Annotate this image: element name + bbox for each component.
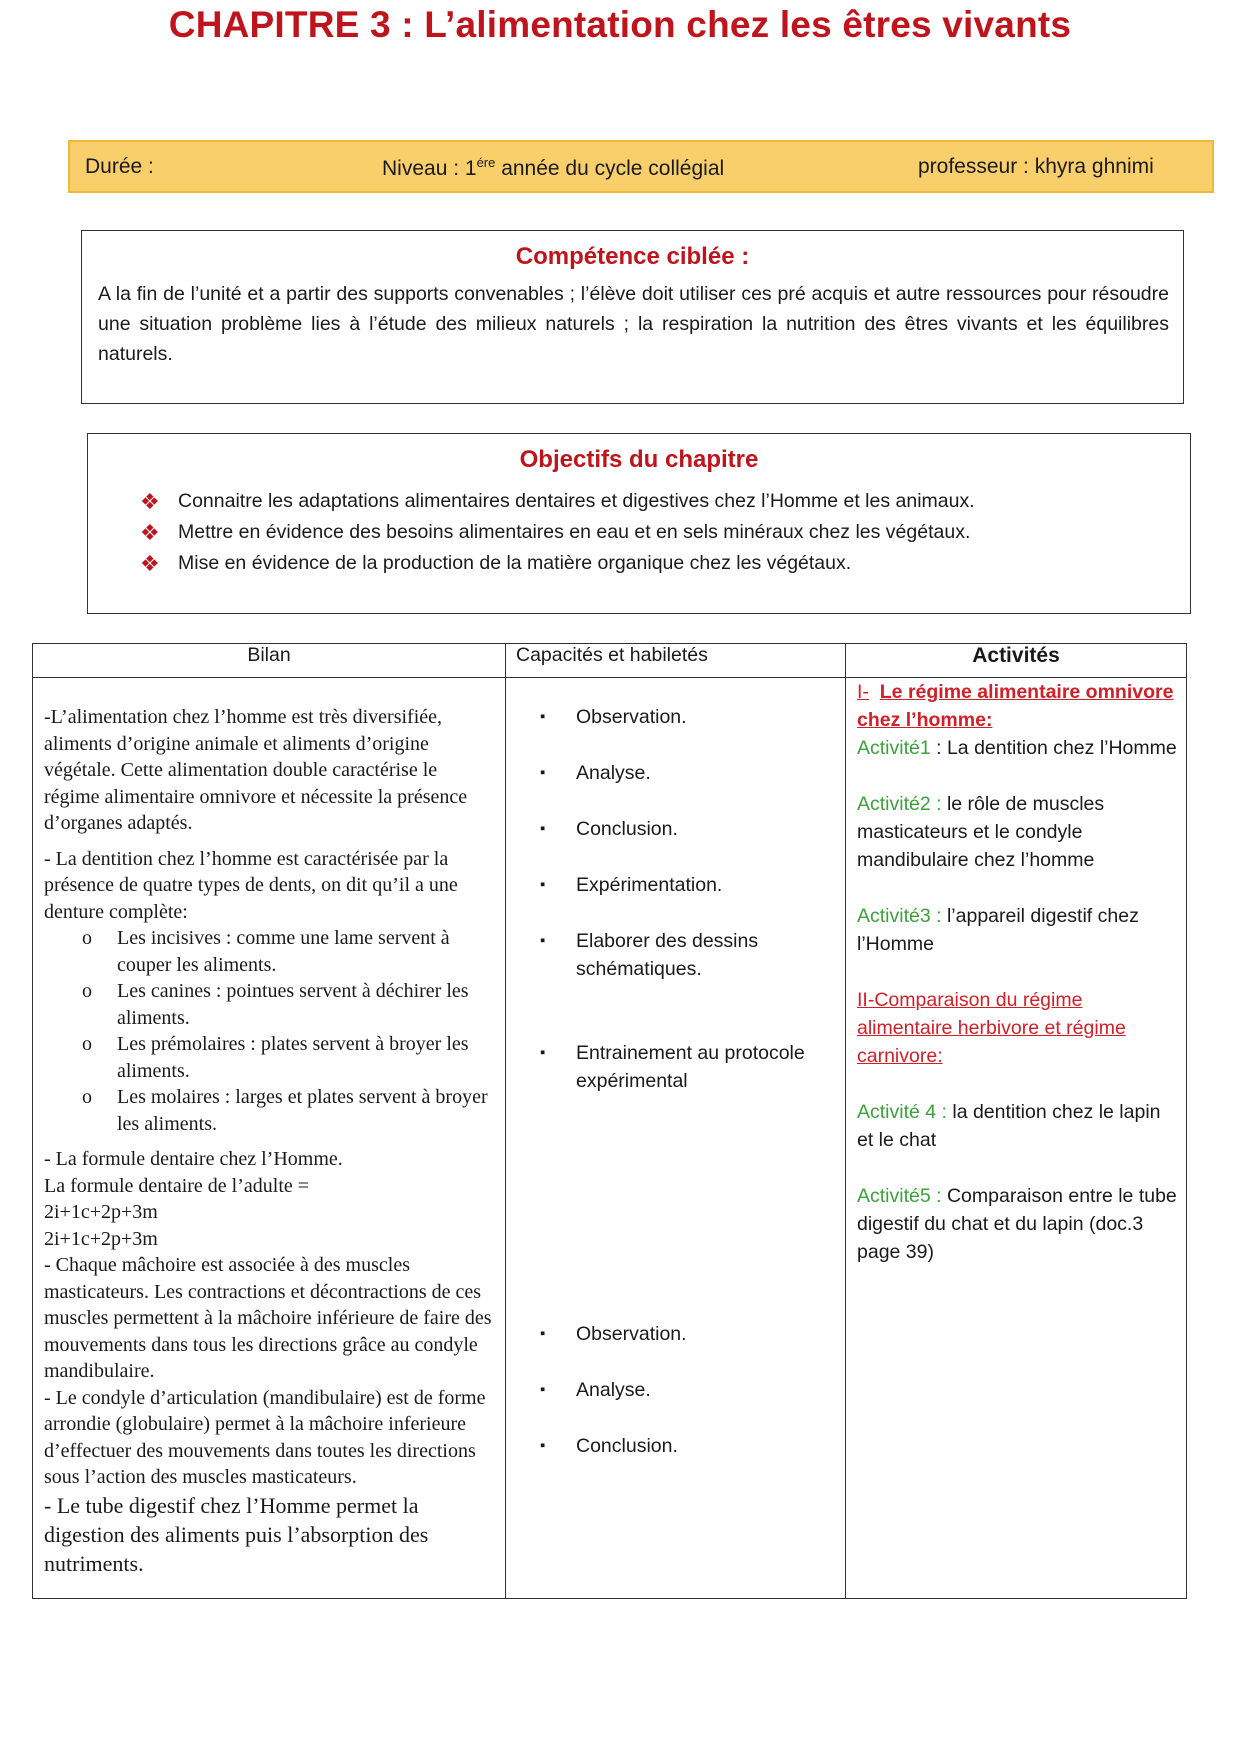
capacite-item: ▪ Entrainement au protocole expérimental [576, 1039, 806, 1095]
capacite-item: ▪ Observation. [576, 703, 836, 731]
table-body-row [33, 678, 1187, 1599]
activite-label: Activité5 : [857, 1185, 942, 1207]
activite-label: Activité1 [857, 737, 931, 759]
square-bullet-icon: ▪ [540, 1044, 546, 1061]
activite-2 [857, 790, 1178, 874]
activite-4 [857, 1098, 1178, 1154]
circle-bullet-icon: o [82, 980, 92, 1002]
capacite-item: ▪ Analyse. [576, 759, 836, 787]
bilan-paragraph: - Chaque mâchoire est associée à des muscles masticateurs. Les contractions et décontractions de ces muscles permettent à la mâchoire inférieure de faire des mouvements dans tous les directions grâce au condyle mandibulaire. [44, 1254, 492, 1382]
list-item: o Les prémolaires : plates servent à broyer les aliments. [82, 1033, 469, 1082]
circle-bullet-icon: o [82, 927, 92, 949]
page-title: CHAPITRE 3 : L’alimentation chez les êtres vivants [168, 4, 1072, 45]
bilan-paragraph: - Le tube digestif chez l’Homme permet la digestion des aliments puis l’absorption des nutriments. [44, 1492, 429, 1576]
niveau-prefix: Niveau : 1 [382, 157, 477, 180]
bilan-paragraph: - La formule dentaire chez l’Homme. [44, 1148, 343, 1170]
section-1-title: Le régime alimentaire omnivore chez l’homme: [857, 681, 1174, 731]
square-bullet-icon: ▪ [540, 820, 546, 837]
capacite-item: ▪ Expérimentation. [576, 871, 836, 899]
circle-bullet-icon: o [82, 1086, 92, 1108]
formule-numerator: 2i+1c+2p+3m [44, 1201, 158, 1223]
diamond-bullet-icon: ❖ [140, 551, 160, 576]
activite-text: : La dentition chez l’Homme [930, 737, 1177, 759]
capacite-item: ▪ Conclusion. [576, 815, 836, 843]
bilan-paragraph: - La dentition chez l’homme est caractérisée par la présence de quatre types de dents, on dit qu’il a une denture complète: [44, 847, 458, 923]
list-item: o Les molaires : larges et plates servent à broyer les aliments. [82, 1086, 488, 1135]
bilan-cell [33, 678, 505, 1598]
list-item: o Les incisives : comme une lame servent à couper les aliments. [82, 927, 450, 976]
activite-5 [857, 1182, 1178, 1266]
duree-label: Durée : [85, 155, 154, 178]
capacite-item: ▪ Analyse. [576, 1376, 836, 1404]
activite-label: Activité2 : [857, 793, 942, 815]
professeur-label: professeur : khyra ghnimi [918, 155, 1154, 178]
activites-cell [846, 678, 1186, 1266]
diamond-bullet-icon: ❖ [140, 520, 160, 545]
capacite-item: ▪ Elaborer des dessins schématiques. [576, 927, 806, 983]
formule-line [44, 1173, 495, 1200]
capacite-item: ▪ Conclusion. [576, 1432, 836, 1460]
table-header-row [33, 644, 1187, 678]
objectif-item: ❖ Mise en évidence de la production de la matière organique chez les végétaux. [140, 548, 1190, 579]
niveau-label [382, 155, 724, 181]
activite-text: Comparaison entre le tube digestif du chat et du lapin (doc.3 page 39) [857, 1185, 1177, 1263]
capacite-item: ▪ Observation. [576, 1320, 836, 1348]
activite-label: Activité3 : [857, 905, 942, 927]
square-bullet-icon: ▪ [540, 1437, 546, 1454]
niveau-suffix: année du cycle collégial [495, 157, 725, 180]
activite-text: la dentition chez le lapin et le chat [857, 1101, 1161, 1151]
list-item: o Les canines : pointues servent à déchirer les aliments. [82, 980, 469, 1029]
objectifs-box [87, 433, 1191, 614]
activite-3 [857, 902, 1178, 958]
info-bar [68, 140, 1214, 193]
square-bullet-icon: ▪ [540, 1325, 546, 1342]
lesson-table [32, 643, 1187, 1599]
bilan-paragraph: -L’alimentation chez l’homme est très diversifiée, aliments d’origine animale et aliments d’origine végétale. Cette alimentation double caractérise le régime alimentaire omnivore et nécessite la présence d’organes adaptés. [44, 706, 468, 834]
formule-denominator: 2i+1c+2p+3m [44, 1227, 158, 1250]
competence-box [81, 230, 1184, 404]
square-bullet-icon: ▪ [540, 932, 546, 949]
square-bullet-icon: ▪ [540, 764, 546, 781]
square-bullet-icon: ▪ [540, 1381, 546, 1398]
formule-label: La formule dentaire de l’adulte = [44, 1174, 310, 1197]
square-bullet-icon: ▪ [540, 876, 546, 893]
bilan-paragraph: - Le condyle d’articulation (mandibulaire) est de forme arrondie (globulaire) permet à la mâchoire inferieure d’effectuer des mouvements dans toutes les directions sous l’action des muscles masticateurs. [44, 1386, 486, 1488]
objectif-item: ❖ Connaitre les adaptations alimentaires dentaires et digestives chez l’Homme et les animaux. [140, 486, 1190, 517]
niveau-sup: ére [476, 155, 496, 170]
activite-1 [857, 734, 1178, 762]
section-1-heading [857, 678, 1178, 734]
activite-label: Activité 4 : [857, 1101, 947, 1123]
section-1-number: I- [857, 681, 869, 703]
header-capacites: Capacités et habiletés [506, 644, 846, 678]
dents-list [44, 925, 495, 1137]
activite-text: l’appareil digestif chez l’Homme [857, 905, 1139, 955]
activite-text: le rôle de muscles masticateurs et le condyle mandibulaire chez l’homme [857, 793, 1105, 871]
header-bilan: Bilan [33, 644, 506, 678]
objectif-item: ❖ Mettre en évidence des besoins alimentaires en eau et en sels minéraux chez les végétaux. [140, 517, 1190, 548]
square-bullet-icon: ▪ [540, 708, 546, 725]
objectifs-title: Objectifs du chapitre [519, 446, 759, 473]
competence-text: A la fin de l’unité et a partir des supports convenables ; l’élève doit utiliser ces pré acquis et autre ressources pour résoudre une situation problème lies à l’étude des milieux naturels ; la respiration la nutrition des êtres vivants et les équilibres naturels. [98, 283, 1169, 365]
diamond-bullet-icon: ❖ [140, 489, 160, 514]
competence-title: Compétence ciblée : [515, 243, 750, 270]
objectifs-list [88, 486, 1190, 579]
section-2-heading: II-Comparaison du régime alimentaire herbivore et régime carnivore: [857, 989, 1126, 1067]
header-activites: Activités [846, 644, 1187, 678]
circle-bullet-icon: o [82, 1033, 92, 1055]
